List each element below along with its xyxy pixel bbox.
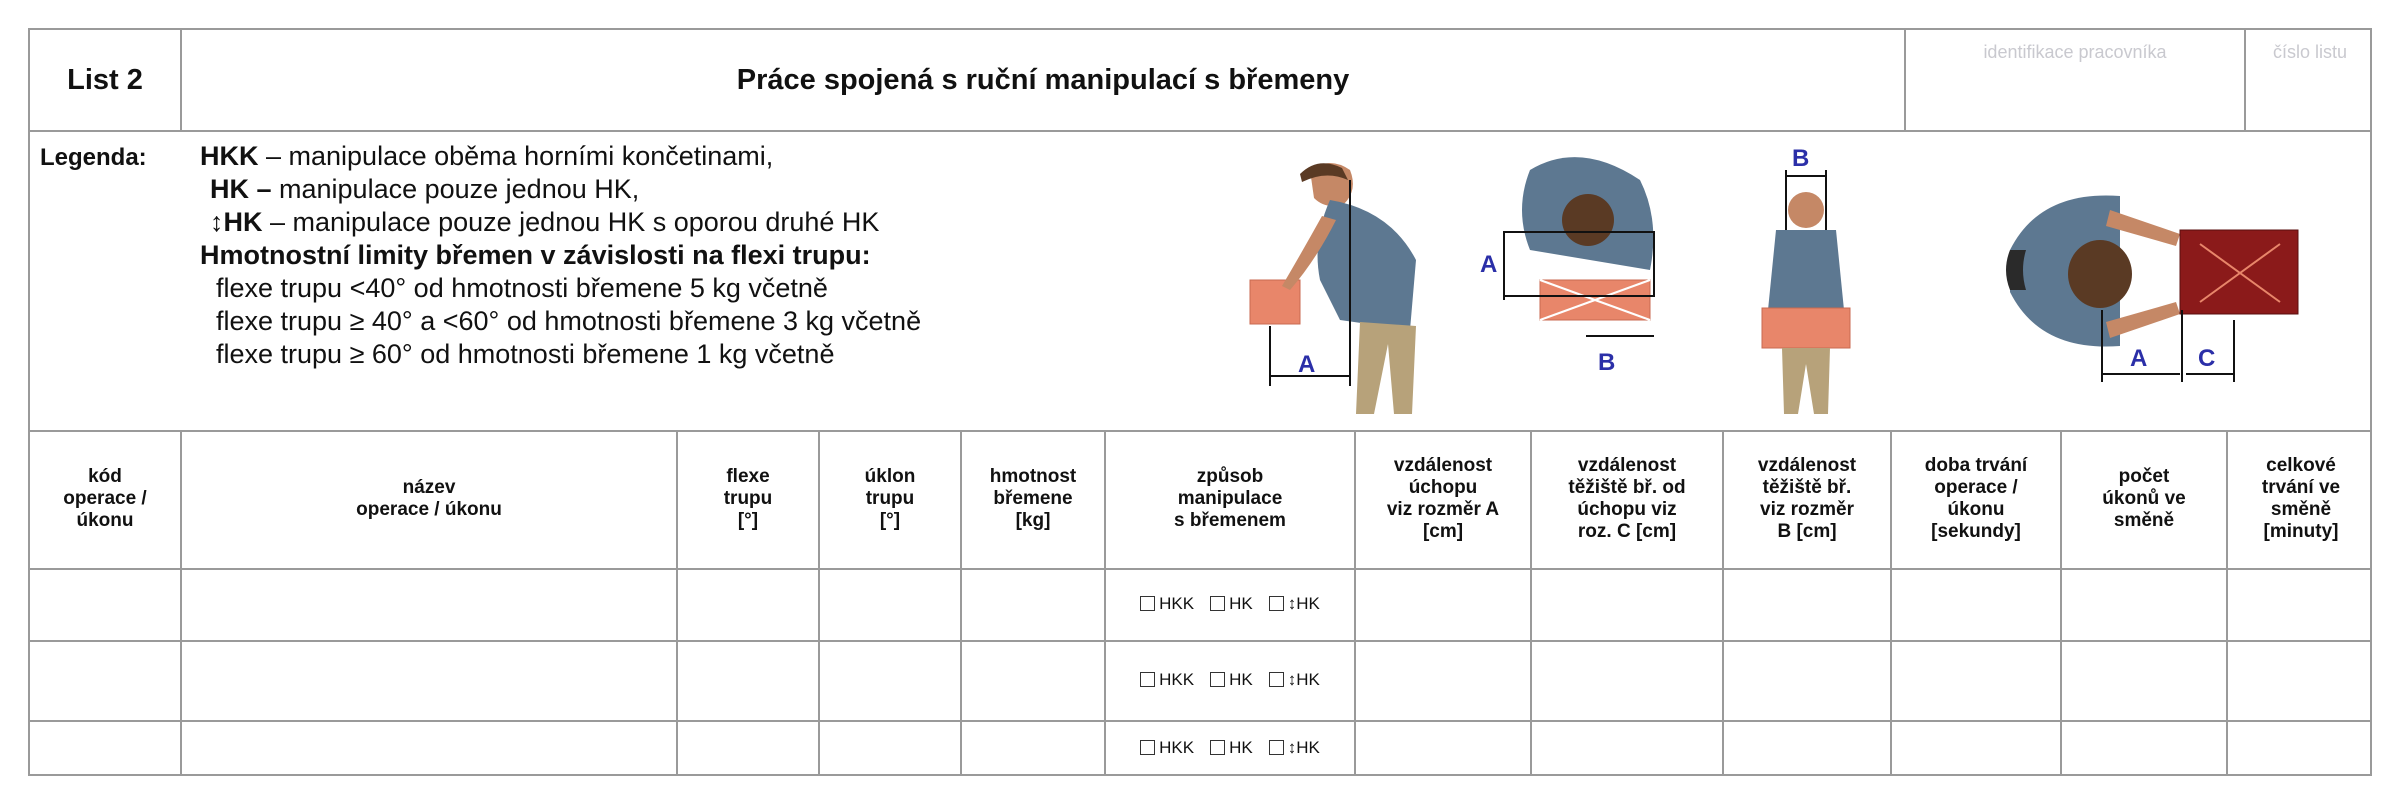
header-line: úkonu — [1947, 499, 2005, 520]
header-row — [30, 30, 2370, 130]
col-center-distance-cell[interactable] — [1724, 640, 1892, 720]
header-line: úkonů ve — [2102, 488, 2186, 509]
header-line: operace / — [1934, 477, 2018, 498]
header-line: těžiště bř. od — [1568, 477, 1686, 498]
method-option-hk-supported[interactable] — [1269, 670, 1320, 690]
header-line: operace / — [63, 488, 147, 509]
dimension-label-a: A — [2130, 345, 2148, 372]
checkbox[interactable] — [1140, 596, 1155, 611]
method-option-hk[interactable] — [1210, 670, 1253, 690]
col-weight-header — [962, 430, 1106, 568]
col-count-cell[interactable] — [2062, 640, 2228, 720]
header-line: vzdálenost — [1393, 455, 1493, 476]
col-center-distance-header — [1724, 430, 1892, 568]
figure-shoulder — [2006, 250, 2026, 290]
col-duration-cell[interactable] — [1892, 640, 2062, 720]
header-line: B [cm] — [1777, 521, 1837, 542]
header-line: hmotnost — [989, 466, 1077, 487]
col-flexion-cell[interactable] — [678, 568, 820, 640]
col-center-distance-cell[interactable] — [1724, 720, 1892, 776]
method-option-hk[interactable] — [1210, 738, 1253, 758]
legend-label: Legenda: — [40, 144, 147, 171]
col-center-from-grip-cell[interactable] — [1532, 640, 1724, 720]
page-title: Práce spojená s ruční manipulací s břemeny — [182, 30, 1906, 130]
header-line: směně — [2270, 499, 2332, 520]
legend-section — [30, 130, 2370, 430]
dimension-label-c: C — [2198, 345, 2216, 372]
header-line: [cm] — [1422, 521, 1464, 542]
checkbox[interactable] — [1269, 596, 1284, 611]
col-name-cell[interactable] — [182, 720, 678, 776]
col-total-time-header — [2228, 430, 2374, 568]
header-line: úchopu viz — [1577, 499, 1677, 520]
figure-head — [1562, 194, 1614, 246]
header-line: břemene — [993, 488, 1073, 509]
sheet-number-field[interactable]: číslo listu — [2272, 42, 2348, 62]
legend-line: HKK – manipulace oběma horními končetinami, — [200, 141, 774, 171]
header-line: [sekundy] — [1931, 521, 2021, 542]
front-view-figure-b — [1750, 140, 1870, 420]
method-option-hk-supported[interactable] — [1269, 594, 1320, 614]
checkbox-label: HKK — [1159, 738, 1195, 757]
col-method-cell[interactable] — [1106, 568, 1356, 640]
col-center-distance-cell[interactable] — [1724, 568, 1892, 640]
header-line: doba trvání — [1924, 455, 2028, 476]
header-line: viz rozměr A — [1386, 499, 1500, 520]
col-name-cell[interactable] — [182, 568, 678, 640]
header-line: název — [402, 477, 456, 498]
col-method-header — [1106, 430, 1356, 568]
header-line: úchopu — [1408, 477, 1478, 498]
col-count-header — [2062, 430, 2228, 568]
legend-line: flexe trupu ≥ 60° od hmotnosti břemene 1 kg včetně — [216, 339, 835, 369]
legend-line: flexe trupu ≥ 40° a <60° od hmotnosti břemene 3 kg včetně — [216, 306, 922, 336]
checkbox[interactable] — [1269, 740, 1284, 755]
legend-line: ↕HK – manipulace pouze jednou HK s oporou druhé HK — [210, 207, 880, 237]
legend-line: Hmotnostní limity břemen v závislosti na flexi trupu: — [200, 240, 871, 270]
checkbox[interactable] — [1210, 672, 1225, 687]
col-code-cell[interactable] — [30, 568, 182, 640]
header-line: [°] — [879, 510, 901, 531]
figure-pants — [1782, 348, 1830, 414]
worker-id-field[interactable]: identifikace pracovníka — [1906, 30, 2246, 130]
checkbox[interactable] — [1210, 740, 1225, 755]
table-row — [30, 568, 2370, 640]
header-line: [°] — [737, 510, 759, 531]
col-center-from-grip-cell[interactable] — [1532, 568, 1724, 640]
method-option-hkk[interactable] — [1140, 738, 1194, 758]
col-flexion-cell[interactable] — [678, 720, 820, 776]
figure-head — [1788, 192, 1824, 228]
table-row — [30, 720, 2370, 776]
col-lateral-bend-cell[interactable] — [820, 568, 962, 640]
col-duration-header — [1892, 430, 2062, 568]
checkbox-label: ↕HK — [1287, 594, 1320, 613]
header-line: úklon — [864, 466, 916, 487]
col-name-cell[interactable] — [182, 640, 678, 720]
checkbox-label: ↕HK — [1287, 670, 1320, 689]
header-line: těžiště bř. — [1762, 477, 1852, 498]
header-line: operace / úkonu — [356, 499, 502, 520]
method-option-hkk[interactable] — [1140, 670, 1194, 690]
list-label: List 2 — [30, 30, 182, 130]
dimension-label-b: B — [1792, 145, 1810, 172]
header-line: úkonu — [76, 510, 134, 531]
header-line: kód — [88, 466, 122, 487]
legend-line: flexe trupu <40° od hmotnosti břemene 5 kg včetně — [216, 273, 828, 303]
checkbox[interactable] — [1140, 672, 1155, 687]
header-line: vzdálenost — [1757, 455, 1857, 476]
col-grip-distance-header — [1356, 430, 1532, 568]
col-weight-cell[interactable] — [962, 568, 1106, 640]
table-row — [30, 640, 2370, 720]
col-duration-cell[interactable] — [1892, 720, 2062, 776]
figure-shirt — [1768, 230, 1844, 310]
checkbox-label: ↕HK — [1287, 738, 1320, 757]
col-code-header — [30, 430, 182, 568]
header-line: vzdálenost — [1577, 455, 1677, 476]
header-line: flexe — [726, 466, 770, 487]
checkbox-label: HK — [1229, 738, 1253, 757]
dimension-label-a: A — [1298, 351, 1316, 378]
figure-head — [2068, 240, 2132, 308]
header-line: [minuty] — [2263, 521, 2339, 542]
header-line: celkové — [2266, 455, 2336, 476]
figure-pants — [1356, 322, 1416, 414]
col-lateral-bend-cell[interactable] — [820, 640, 962, 720]
method-option-hk-supported[interactable] — [1269, 738, 1320, 758]
col-grip-distance-cell[interactable] — [1356, 568, 1532, 640]
col-name-header — [182, 430, 678, 568]
header-line: [kg] — [1015, 510, 1051, 531]
worksheet — [28, 28, 2372, 776]
col-method-cell[interactable] — [1106, 640, 1356, 720]
checkbox-label: HKK — [1159, 594, 1195, 613]
header-line: trvání ve — [2261, 477, 2341, 498]
col-code-cell[interactable] — [30, 720, 182, 776]
col-center-from-grip-cell[interactable] — [1532, 720, 1724, 776]
checkbox[interactable] — [1140, 740, 1155, 755]
col-code-cell[interactable] — [30, 640, 182, 720]
col-count-cell[interactable] — [2062, 720, 2228, 776]
method-option-hk[interactable] — [1210, 594, 1253, 614]
checkbox-label: HK — [1229, 670, 1253, 689]
header-line: s břemenem — [1174, 510, 1286, 531]
checkbox[interactable] — [1210, 596, 1225, 611]
col-flexion-cell[interactable] — [678, 640, 820, 720]
col-count-cell[interactable] — [2062, 568, 2228, 640]
header-line: roz. C [cm] — [1577, 521, 1677, 542]
col-weight-cell[interactable] — [962, 640, 1106, 720]
col-total-time-cell[interactable] — [2228, 640, 2374, 720]
checkbox-label: HKK — [1159, 670, 1195, 689]
col-method-cell[interactable] — [1106, 720, 1356, 776]
checkbox[interactable] — [1269, 672, 1284, 687]
header-line: směně — [2113, 510, 2175, 531]
col-grip-distance-cell[interactable] — [1356, 720, 1532, 776]
dimension-label-b: B — [1598, 349, 1616, 376]
legend-line: HK – manipulace pouze jednou HK, — [210, 174, 640, 204]
col-grip-distance-cell[interactable] — [1356, 640, 1532, 720]
load-box — [1762, 308, 1850, 348]
header-line: trupu — [723, 488, 773, 509]
col-flexion-header — [678, 430, 820, 568]
header-line: trupu — [865, 488, 915, 509]
col-duration-cell[interactable] — [1892, 568, 2062, 640]
checkbox-label: HK — [1229, 594, 1253, 613]
legend-text — [190, 140, 921, 371]
col-lateral-bend-header — [820, 430, 962, 568]
col-lateral-bend-cell[interactable] — [820, 720, 962, 776]
table-header-row — [30, 430, 2370, 568]
header-line: manipulace — [1177, 488, 1283, 509]
col-total-time-cell[interactable] — [2228, 720, 2374, 776]
header-line: viz rozměr — [1760, 499, 1854, 520]
col-weight-cell[interactable] — [962, 720, 1106, 776]
header-line: způsob — [1196, 466, 1264, 487]
top-view-figure-ab — [1470, 140, 1690, 420]
method-option-hkk[interactable] — [1140, 594, 1194, 614]
dimension-label-a: A — [1480, 251, 1498, 278]
top-view-figure-ac — [1990, 170, 2350, 400]
col-center-from-grip-header — [1532, 430, 1724, 568]
header-line: počet — [2118, 466, 2170, 487]
col-total-time-cell[interactable] — [2228, 568, 2374, 640]
bending-figure-side-view — [1240, 140, 1470, 420]
